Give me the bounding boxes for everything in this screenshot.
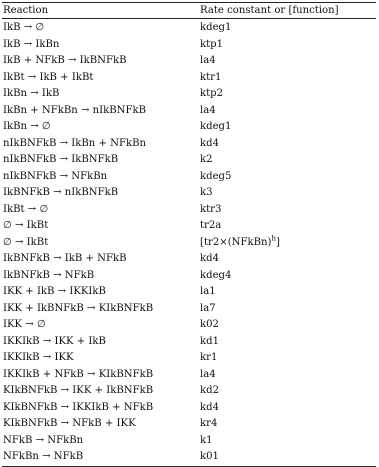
reaction-cell: IKK + IkBNFkB → KIkBNFkB [3, 302, 154, 314]
rate-cell: kr1 [200, 352, 218, 363]
table-row [2, 449, 376, 466]
table-row [2, 268, 376, 285]
rate-cell: k01 [199, 449, 376, 466]
rate-cell: tr2a [200, 220, 222, 231]
rate-cell: kr4 [200, 418, 218, 429]
reaction-cell: KIkBNFkB → IKK + IkBNFkB [3, 385, 154, 396]
table-row [2, 70, 376, 87]
table-row [2, 103, 376, 120]
rate-cell: kdeg1 [200, 121, 232, 132]
reaction-cell: IkBn → IkB [3, 88, 60, 99]
table-row [2, 86, 376, 103]
rate-cell: k3 [200, 187, 213, 198]
rate-cell: la4 [200, 368, 216, 380]
table-row [2, 169, 376, 186]
table-row [2, 301, 376, 318]
rate-cell: kdeg5 [200, 170, 232, 182]
header-rate-constant: Rate constant or [function] [199, 3, 376, 19]
rate-cell: ktr1 [200, 71, 222, 83]
reaction-cell: nIkBNFkB → IkBNFkB [3, 154, 119, 165]
table-row [2, 383, 376, 400]
rate-cell: ktp1 [200, 38, 224, 50]
rate-function-text: [tr2×(NFkBn) [200, 236, 272, 248]
rate-cell: ktp2 [200, 88, 224, 99]
reaction-cell: IKKIkB → IKK + IkB [3, 335, 106, 347]
reaction-table-container [2, 2, 376, 467]
rate-function-close: ] [275, 236, 280, 248]
rate-cell: la1 [200, 286, 216, 297]
table-row [2, 119, 376, 136]
rate-cell: k2 [200, 154, 213, 165]
rate-cell: kdeg1 [200, 22, 232, 33]
reaction-cell: IKK → ∅ [3, 319, 46, 330]
reaction-cell: IkBNFkB → NFkB [3, 269, 95, 281]
table-row [2, 251, 376, 268]
table-row [2, 19, 376, 37]
rate-cell: la7 [200, 302, 216, 314]
table-row [2, 37, 376, 54]
reaction-cell: IkBNFkB → nIkBNFkB [3, 187, 119, 198]
reaction-cell: NFkB → NFkBn [3, 434, 84, 446]
reaction-cell: nIkBNFkB → IkBn + NFkBn [3, 137, 147, 149]
reaction-cell: IkB → IkBn [3, 38, 60, 50]
reaction-cell: IkBn → ∅ [3, 121, 51, 132]
table-row [2, 53, 376, 70]
reaction-cell: IKK + IkB → IKKIkB [3, 286, 106, 297]
table-row [2, 202, 376, 219]
table-row [2, 400, 376, 417]
reaction-cell: nIkBNFkB → NFkBn [3, 170, 108, 182]
reaction-cell: IkBt → ∅ [3, 203, 49, 215]
rate-cell [199, 235, 376, 252]
reaction-cell: IkBNFkB → IkB + NFkB [3, 253, 127, 264]
reaction-cell: IkBn + NFkBn → nIkBNFkB [3, 104, 147, 116]
reaction-cell: KIkBNFkB → NFkB + IKK [3, 418, 136, 429]
reaction-cell: IkB + NFkB → IkBNFkB [3, 55, 127, 66]
rate-cell: ktr3 [200, 203, 222, 215]
rate-cell: kd4 [200, 137, 219, 149]
table-header-row [2, 3, 376, 19]
rate-cell: kd4 [200, 401, 219, 413]
table-row [2, 136, 376, 153]
header-reaction: Reaction [2, 3, 199, 19]
table-body [2, 19, 376, 467]
table-row [2, 416, 376, 433]
table-row [2, 317, 376, 334]
reaction-cell: IkBt → IkB + IkBt [3, 71, 94, 83]
table-row [2, 284, 376, 301]
reaction-cell: NFkBn → NFkB [2, 449, 199, 466]
rate-cell: k1 [200, 434, 213, 446]
table-row [2, 218, 376, 235]
rate-cell: la4 [200, 104, 216, 116]
rate-cell: kdeg4 [200, 269, 232, 281]
reaction-cell: IKKIkB + NFkB → KIkBNFkB [3, 368, 154, 380]
rate-cell: kd2 [200, 385, 219, 396]
reaction-cell: IkB → ∅ [3, 22, 45, 33]
reaction-rate-table [2, 2, 376, 467]
table-row [2, 152, 376, 169]
table-row [2, 350, 376, 367]
reaction-cell: ∅ → IkBt [3, 236, 49, 248]
table-row [2, 334, 376, 351]
table-row [2, 235, 376, 252]
rate-cell: kd4 [200, 253, 219, 264]
rate-cell: k02 [200, 319, 219, 330]
table-row [2, 433, 376, 450]
reaction-cell: IKKIkB → IKK [3, 352, 74, 363]
reaction-cell: ∅ → IkBt [3, 220, 49, 231]
table-row [2, 367, 376, 384]
reaction-cell: KIkBNFkB → IKKIkB + NFkB [3, 401, 154, 413]
hill-exponent: h [271, 234, 276, 243]
table-row [2, 185, 376, 202]
rate-cell: la4 [200, 55, 216, 66]
rate-cell: kd1 [200, 335, 219, 347]
